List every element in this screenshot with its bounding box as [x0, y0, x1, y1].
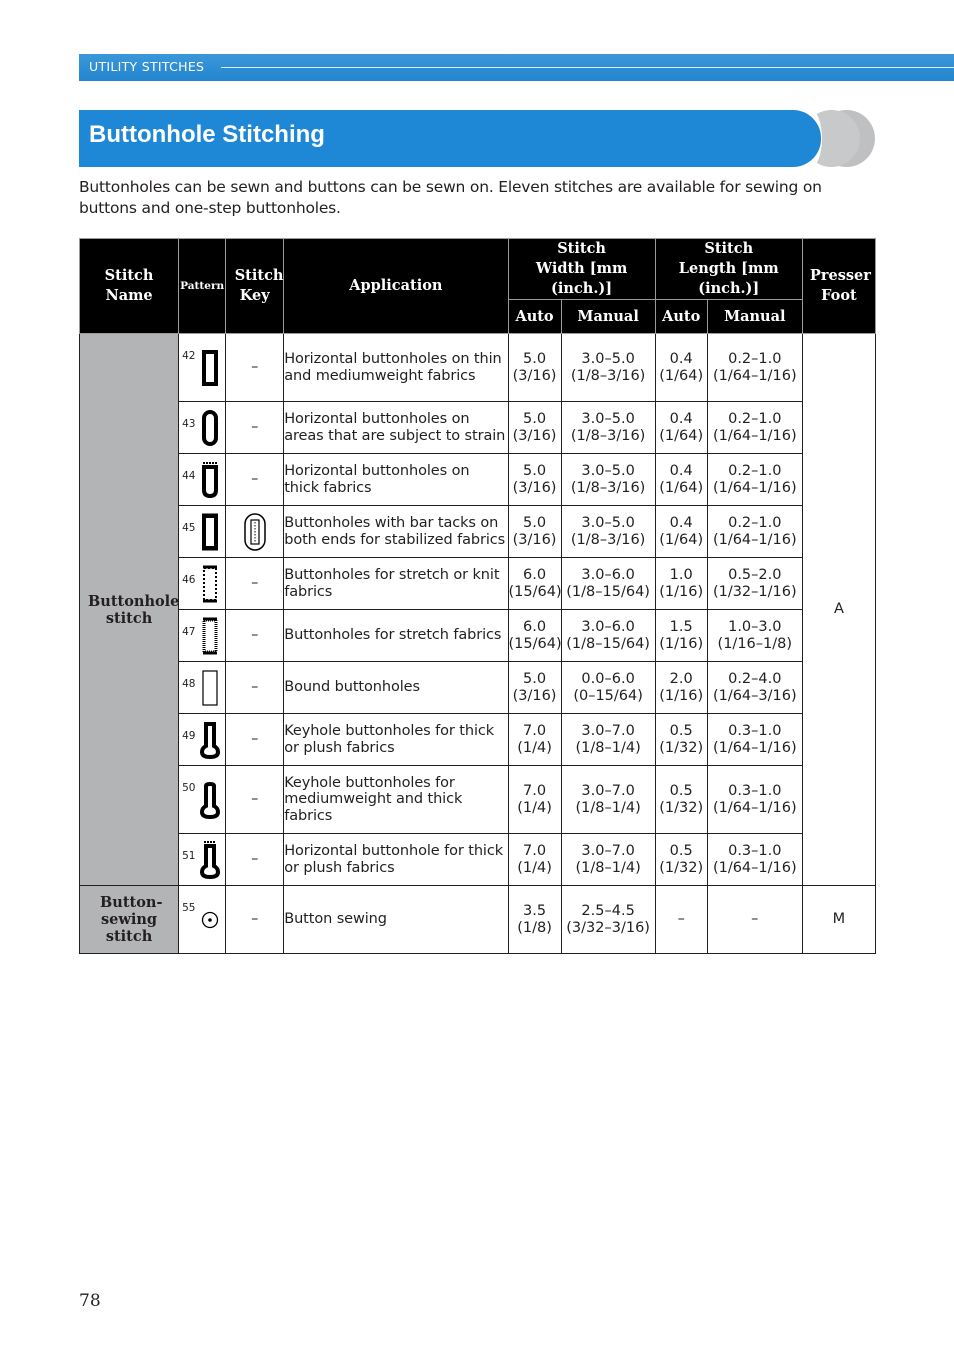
header-rule — [221, 67, 954, 68]
pattern-number: 45 — [182, 522, 196, 534]
group-name: Buttonhole stitch — [88, 592, 180, 627]
pattern-cell — [179, 834, 226, 886]
value-inch: (1/64–1/16) — [712, 859, 797, 876]
width-manual-cell — [561, 714, 655, 766]
value-inch: (3/32–3/16) — [566, 919, 650, 936]
value-inch: (0–15/64) — [573, 687, 643, 704]
stitch-key-cell: – — [226, 834, 284, 886]
value: 5.0 — [523, 515, 547, 531]
header-length-auto: Auto — [655, 300, 707, 334]
pattern-cell — [179, 454, 226, 506]
value-inch: (1/8–1/4) — [575, 739, 641, 756]
value: 0.4 — [669, 411, 693, 427]
presser-foot-cell: M — [802, 886, 875, 954]
application-cell: Buttonholes for stretch fabrics — [284, 610, 508, 662]
width-manual-cell — [561, 886, 655, 954]
bartack-buttonhole-icon — [201, 513, 219, 551]
value: 5.0 — [523, 671, 547, 687]
value: 7.0 — [523, 723, 547, 739]
stitch-key-cell: – — [226, 402, 284, 454]
value: 0.2–1.0 — [728, 351, 782, 367]
value-inch: (1/16) — [659, 687, 704, 704]
length-manual-cell: – — [707, 886, 802, 954]
pattern-number: 47 — [182, 626, 196, 638]
width-manual-cell — [561, 334, 655, 402]
stitch-key-cell: – — [226, 558, 284, 610]
value-inch: (15/64) — [508, 635, 562, 652]
width-manual-cell — [561, 766, 655, 834]
length-manual-cell — [707, 834, 802, 886]
value: 3.0–5.0 — [581, 411, 635, 427]
value-inch: (1/32) — [659, 739, 704, 756]
pattern-number: 44 — [182, 470, 196, 482]
width-auto-cell — [508, 610, 561, 662]
length-manual-cell — [707, 506, 802, 558]
section-header-bar — [79, 54, 954, 81]
header-stitch-key — [226, 239, 284, 334]
width-auto-cell — [508, 662, 561, 714]
value-inch: (1/32) — [659, 799, 704, 816]
stitch-key-cell — [226, 506, 284, 558]
value: 0.4 — [669, 463, 693, 479]
length-auto-cell — [655, 610, 707, 662]
value: 0.5 — [669, 723, 693, 739]
value-inch: (1/64–1/16) — [712, 799, 797, 816]
width-manual-cell — [561, 402, 655, 454]
stitch-key-cell: – — [226, 714, 284, 766]
value: 1.0–3.0 — [728, 619, 782, 635]
value: 6.0 — [523, 619, 547, 635]
pattern-cell — [179, 402, 226, 454]
value-inch: (1/8–15/64) — [566, 583, 650, 600]
width-manual-cell — [561, 454, 655, 506]
width-auto-cell — [508, 766, 561, 834]
value-inch: (1/32–1/16) — [712, 583, 797, 600]
length-auto-cell — [655, 766, 707, 834]
header-stitch-width — [508, 239, 655, 300]
width-auto-cell — [508, 886, 561, 954]
stitch-key-cell: – — [226, 454, 284, 506]
pattern-cell — [179, 610, 226, 662]
width-auto-cell — [508, 834, 561, 886]
value-inch: (3/16) — [512, 531, 557, 548]
button-sewing-icon — [200, 910, 220, 930]
table-row — [80, 834, 876, 886]
value-inch: (1/64–1/16) — [712, 427, 797, 444]
value-inch: (1/8–3/16) — [570, 531, 646, 548]
table-row — [80, 334, 876, 402]
stitch-key-cell: – — [226, 886, 284, 954]
header-pattern: Pattern — [179, 239, 226, 334]
application-cell: Horizontal buttonhole for thick or plush fabrics — [284, 834, 508, 886]
value-inch: (1/16–1/8) — [717, 635, 793, 652]
width-manual-cell — [561, 610, 655, 662]
length-manual-cell — [707, 662, 802, 714]
value: 0.5 — [669, 843, 693, 859]
page-number: 78 — [79, 1291, 101, 1311]
value-inch: (1/64) — [659, 427, 704, 444]
value: 0.5 — [669, 783, 693, 799]
value-inch: (1/32) — [659, 859, 704, 876]
pattern-cell — [179, 714, 226, 766]
value-inch: (1/8–15/64) — [566, 635, 650, 652]
section-label: UTILITY STITCHES — [89, 59, 205, 74]
pattern-cell — [179, 506, 226, 558]
stitch-key-cell: – — [226, 610, 284, 662]
value-inch: (1/64–3/16) — [712, 687, 797, 704]
pattern-number: 50 — [182, 782, 196, 794]
length-auto-cell — [655, 454, 707, 506]
value-inch: (3/16) — [512, 427, 557, 444]
width-auto-cell — [508, 454, 561, 506]
value-inch: (1/16) — [659, 583, 704, 600]
value: 3.5 — [523, 903, 547, 919]
width-auto-cell — [508, 506, 561, 558]
header-width-auto: Auto — [508, 300, 561, 334]
value: 3.0–5.0 — [581, 515, 635, 531]
table-row — [80, 558, 876, 610]
value-inch: (1/64–1/16) — [712, 739, 797, 756]
value: 6.0 — [523, 567, 547, 583]
application-cell: Bound buttonholes — [284, 662, 508, 714]
rounded-buttonhole-icon — [201, 409, 219, 447]
pattern-cell — [179, 766, 226, 834]
value: 3.0–7.0 — [581, 783, 635, 799]
application-cell: Horizontal buttonholes on thick fabrics — [284, 454, 508, 506]
header-stitch-width-text: Stitch Width [mm (inch.)] — [535, 240, 628, 297]
value-inch: (1/64) — [659, 479, 704, 496]
page-title: Buttonhole Stitching — [89, 121, 325, 148]
tapered-buttonhole-icon — [201, 461, 219, 499]
group-buttonhole-stitch — [80, 334, 179, 886]
value: 1.5 — [669, 619, 693, 635]
value: 0.2–1.0 — [728, 463, 782, 479]
group-name: Button-sewing stitch — [100, 894, 163, 945]
length-manual-cell — [707, 610, 802, 662]
width-auto-cell — [508, 334, 561, 402]
bound-buttonhole-icon — [201, 669, 219, 707]
value: 0.3–1.0 — [728, 843, 782, 859]
table-row — [80, 714, 876, 766]
value: 3.0–6.0 — [581, 619, 635, 635]
stitch-key-cell: – — [226, 766, 284, 834]
table-row — [80, 662, 876, 714]
length-manual-cell — [707, 714, 802, 766]
table-row — [80, 454, 876, 506]
value-inch: (3/16) — [512, 479, 557, 496]
application-cell: Buttonholes for stretch or knit fabrics — [284, 558, 508, 610]
value: 3.0–7.0 — [581, 723, 635, 739]
application-cell: Keyhole buttonholes for mediumweight and thick fabrics — [284, 766, 508, 834]
value: 3.0–5.0 — [581, 463, 635, 479]
length-auto-cell — [655, 714, 707, 766]
value-inch: (1/64–1/16) — [712, 531, 797, 548]
header-width-manual: Manual — [561, 300, 655, 334]
stretch-buttonhole-icon — [201, 565, 219, 603]
value: 0.2–1.0 — [728, 515, 782, 531]
pattern-cell — [179, 558, 226, 610]
length-manual-cell — [707, 454, 802, 506]
table-row — [80, 766, 876, 834]
header-stitch-key-text: Stitch Key — [234, 267, 284, 304]
value-inch: (3/16) — [512, 367, 557, 384]
value-inch: (1/16) — [659, 635, 704, 652]
value-inch: (1/4) — [517, 859, 552, 876]
table-row — [80, 610, 876, 662]
pattern-number: 51 — [182, 850, 196, 862]
stitch-key-cell: – — [226, 662, 284, 714]
value: 0.4 — [669, 515, 693, 531]
width-manual-cell — [561, 662, 655, 714]
presser-foot-cell: A — [802, 334, 875, 886]
application-cell: Keyhole buttonholes for thick or plush fabrics — [284, 714, 508, 766]
value: 2.0 — [669, 671, 693, 687]
stitch-key-cell: – — [226, 334, 284, 402]
title-band — [79, 110, 821, 167]
table-row — [80, 506, 876, 558]
application-cell: Buttonholes with bar tacks on both ends for stabilized fabrics — [284, 506, 508, 558]
width-auto-cell — [508, 714, 561, 766]
value-inch: (1/64) — [659, 367, 704, 384]
application-cell: Horizontal buttonholes on thin and mediumweight fabrics — [284, 334, 508, 402]
value: 7.0 — [523, 843, 547, 859]
value: 3.0–7.0 — [581, 843, 635, 859]
length-manual-cell — [707, 558, 802, 610]
header-stitch-length-text: Stitch Length [mm (inch.)] — [678, 240, 779, 297]
table-row — [80, 886, 876, 954]
pattern-number: 48 — [182, 678, 196, 690]
value-inch: (1/8–3/16) — [570, 427, 646, 444]
length-manual-cell — [707, 334, 802, 402]
application-cell: Horizontal buttonholes on areas that are subject to strain — [284, 402, 508, 454]
keyhole-buttonhole-icon — [200, 721, 220, 759]
value: 5.0 — [523, 463, 547, 479]
width-manual-cell — [561, 834, 655, 886]
length-auto-cell — [655, 558, 707, 610]
value: 0.2–1.0 — [728, 411, 782, 427]
value: 0.2–4.0 — [728, 671, 782, 687]
width-auto-cell — [508, 402, 561, 454]
width-manual-cell — [561, 506, 655, 558]
value-inch: (1/8–1/4) — [575, 799, 641, 816]
stitch-table — [79, 238, 876, 954]
application-cell: Button sewing — [284, 886, 508, 954]
header-presser-foot-text: Presser Foot — [809, 267, 871, 304]
value: 0.5–2.0 — [728, 567, 782, 583]
pattern-number: 49 — [182, 730, 196, 742]
pattern-number: 55 — [182, 902, 196, 914]
intro-paragraph: Buttonholes can be sewn and buttons can be sewn on. Eleven stitches are available for sewing on buttons and one-step buttonholes. — [79, 178, 822, 217]
length-auto-cell — [655, 334, 707, 402]
table-row — [80, 402, 876, 454]
pattern-number: 42 — [182, 350, 196, 362]
value: 0.4 — [669, 351, 693, 367]
length-manual-cell — [707, 766, 802, 834]
length-auto-cell — [655, 506, 707, 558]
value-inch: (1/64–1/16) — [712, 367, 797, 384]
stitch-key-icon — [243, 512, 267, 552]
value-inch: (1/8–3/16) — [570, 367, 646, 384]
value: 1.0 — [669, 567, 693, 583]
value: 5.0 — [523, 351, 547, 367]
value: 0.0–6.0 — [581, 671, 635, 687]
value: 0.3–1.0 — [728, 723, 782, 739]
header-presser-foot — [802, 239, 875, 334]
length-auto-cell — [655, 402, 707, 454]
keyhole-buttonhole-icon — [200, 781, 220, 819]
header-length-manual: Manual — [707, 300, 802, 334]
value-inch: (3/16) — [512, 687, 557, 704]
length-auto-cell — [655, 834, 707, 886]
width-manual-cell — [561, 558, 655, 610]
header-stitch-name: Stitch Name — [80, 239, 179, 334]
header-application: Application — [284, 239, 508, 334]
value: 0.3–1.0 — [728, 783, 782, 799]
value: 2.5–4.5 — [581, 903, 635, 919]
value: 3.0–5.0 — [581, 351, 635, 367]
keyhole-buttonhole-icon — [200, 841, 220, 879]
value-inch: (1/64–1/16) — [712, 479, 797, 496]
value: 5.0 — [523, 411, 547, 427]
value-inch: (1/8) — [517, 919, 552, 936]
value-inch: (1/64) — [659, 531, 704, 548]
value-inch: (1/8–3/16) — [570, 479, 646, 496]
value-inch: (1/4) — [517, 739, 552, 756]
pattern-cell — [179, 662, 226, 714]
value-inch: (1/4) — [517, 799, 552, 816]
length-manual-cell — [707, 402, 802, 454]
value-inch: (15/64) — [508, 583, 562, 600]
pattern-number: 43 — [182, 418, 196, 430]
group-button-sewing-stitch — [80, 886, 179, 954]
value-inch: (1/8–1/4) — [575, 859, 641, 876]
pattern-cell — [179, 334, 226, 402]
pattern-number: 46 — [182, 574, 196, 586]
buttonhole-icon — [201, 349, 219, 387]
header-stitch-length — [655, 239, 802, 300]
width-auto-cell — [508, 558, 561, 610]
value: 7.0 — [523, 783, 547, 799]
pattern-cell — [179, 886, 226, 954]
length-auto-cell — [655, 662, 707, 714]
stretch-buttonhole-icon — [201, 617, 219, 655]
length-auto-cell: – — [655, 886, 707, 954]
value: 3.0–6.0 — [581, 567, 635, 583]
